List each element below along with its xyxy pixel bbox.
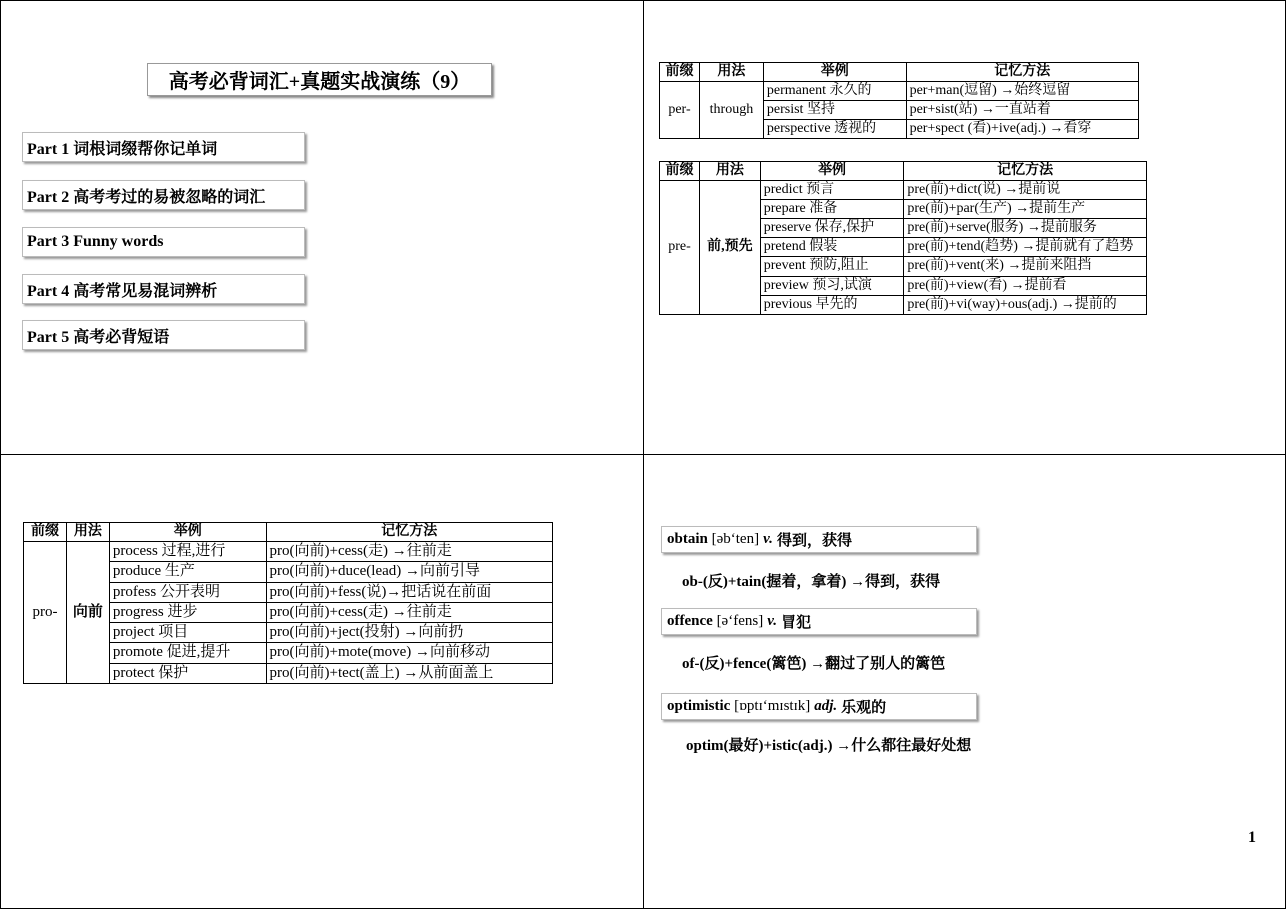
part-4-button[interactable]: Part 4 高考常见易混词辨析 (22, 274, 305, 304)
memory-cell: pre(前)+vi(way)+ous(adj.) →提前的 (904, 295, 1147, 314)
example-cell: previous 早先的 (760, 295, 904, 314)
word-text: obtain (667, 531, 708, 547)
page-number: 1 (1248, 829, 1256, 846)
example-cell: profess 公开表明 (109, 582, 266, 602)
memory-cell: pro(向前)+mote(move) →向前移动 (266, 643, 552, 663)
memory-cell: pro(向前)+cess(走) →往前走 (266, 602, 552, 622)
word-meaning: 乐观的 (841, 700, 887, 716)
part-1-button[interactable]: Part 1 词根词缀帮你记单词 (22, 132, 305, 162)
word-pos: v. (763, 531, 773, 547)
table-row (660, 181, 1147, 200)
example-cell: progress 进步 (109, 602, 266, 622)
memory-cell: per+man(逗留) →始终逗留 (906, 82, 1138, 101)
part-2-button[interactable]: Part 2 高考考过的易被忽略的词汇 (22, 180, 305, 210)
memory-cell: pro(向前)+fess(说)→把话说在前面 (266, 582, 552, 602)
example-cell: persist 坚持 (763, 101, 906, 120)
header-example: 举例 (109, 523, 266, 542)
word-pos: v. (767, 613, 778, 629)
memory-cell: pre(前)+tend(趋势) →提前就有了趋势 (904, 238, 1147, 257)
memory-cell: pre(前)+serve(服务) →提前服务 (904, 219, 1147, 238)
usage-cell: 前,预先 (699, 181, 760, 315)
header-usage: 用法 (699, 162, 760, 181)
pro-prefix-table (23, 522, 553, 684)
header-example: 举例 (760, 162, 904, 181)
memory-cell: pro(向前)+cess(走) →往前走 (266, 542, 552, 562)
prefix-cell: per- (660, 82, 700, 139)
example-cell: preserve 保存,保护 (760, 219, 904, 238)
word-text: optimistic (667, 698, 731, 714)
memory-cell: pre(前)+dict(说) →提前说 (904, 181, 1147, 200)
table-header-row (660, 63, 1139, 82)
pre-prefix-table (659, 161, 1147, 315)
memory-cell: pre(前)+vent(来) →提前来阻挡 (904, 257, 1147, 276)
header-usage: 用法 (699, 63, 763, 82)
example-cell: process 过程,进行 (109, 542, 266, 562)
word-entry-obtain (661, 526, 977, 553)
header-prefix: 前缀 (660, 63, 700, 82)
memory-cell: pro(向前)+duce(lead) →向前引导 (266, 562, 552, 582)
word-note-offence: of-(反)+fence(篱笆) →翻过了别人的篱笆 (682, 656, 946, 672)
part-3-button[interactable]: Part 3 Funny words (22, 227, 305, 257)
table-row (24, 542, 553, 562)
example-cell: prepare 准备 (760, 200, 904, 219)
header-memory: 记忆方法 (906, 63, 1138, 82)
part-5-button[interactable]: Part 5 高考必背短语 (22, 320, 305, 350)
memory-cell: pro(向前)+ject(投射) →向前扔 (266, 623, 552, 643)
memory-cell: per+spect (看)+ive(adj.) →看穿 (906, 120, 1138, 139)
header-prefix: 前缀 (660, 162, 700, 181)
usage-cell: 向前 (66, 542, 109, 684)
memory-cell: per+sist(站) →一直站着 (906, 101, 1138, 120)
memory-cell: pre(前)+par(生产) →提前生产 (904, 200, 1147, 219)
slide-title: 高考必背词汇+真题实战演练（9） (147, 63, 492, 96)
example-cell: permanent 永久的 (763, 82, 906, 101)
example-cell: preview 预习,试演 (760, 276, 904, 295)
example-cell: pretend 假装 (760, 238, 904, 257)
word-phonetic: [əb‘ten] (711, 531, 760, 547)
example-cell: perspective 透视的 (763, 120, 906, 139)
table-header-row (660, 162, 1147, 181)
header-memory: 记忆方法 (266, 523, 552, 542)
word-phonetic: [ɒptɪ‘mɪstɪk] (734, 698, 811, 714)
word-entry-offence (661, 608, 977, 635)
header-example: 举例 (763, 63, 906, 82)
example-cell: predict 预言 (760, 181, 904, 200)
table-header-row (24, 523, 553, 542)
example-cell: protect 保护 (109, 663, 266, 683)
word-note-obtain: ob-(反)+tain(握着，拿着) →得到，获得 (682, 574, 941, 590)
memory-cell: pre(前)+view(看) →提前看 (904, 276, 1147, 295)
header-prefix: 前缀 (24, 523, 67, 542)
example-cell: promote 促进,提升 (109, 643, 266, 663)
header-usage: 用法 (66, 523, 109, 542)
per-prefix-table (659, 62, 1139, 139)
usage-cell: through (699, 82, 763, 139)
word-phonetic: [ə‘fens] (716, 613, 764, 629)
word-meaning: 冒犯 (781, 615, 812, 631)
memory-cell: pro(向前)+tect(盖上) →从前面盖上 (266, 663, 552, 683)
example-cell: project 项目 (109, 623, 266, 643)
header-memory: 记忆方法 (904, 162, 1147, 181)
prefix-cell: pre- (660, 181, 700, 315)
word-pos: adj. (814, 698, 838, 714)
horizontal-divider (0, 454, 1286, 455)
word-entry-optimistic (661, 693, 977, 720)
example-cell: produce 生产 (109, 562, 266, 582)
word-text: offence (667, 613, 713, 629)
prefix-cell: pro- (24, 542, 67, 684)
table-row (660, 82, 1139, 101)
example-cell: prevent 预防,阻止 (760, 257, 904, 276)
word-note-optimistic: optim(最好)+istic(adj.) →什么都往最好处想 (686, 738, 972, 754)
word-meaning: 得到，获得 (776, 533, 852, 549)
